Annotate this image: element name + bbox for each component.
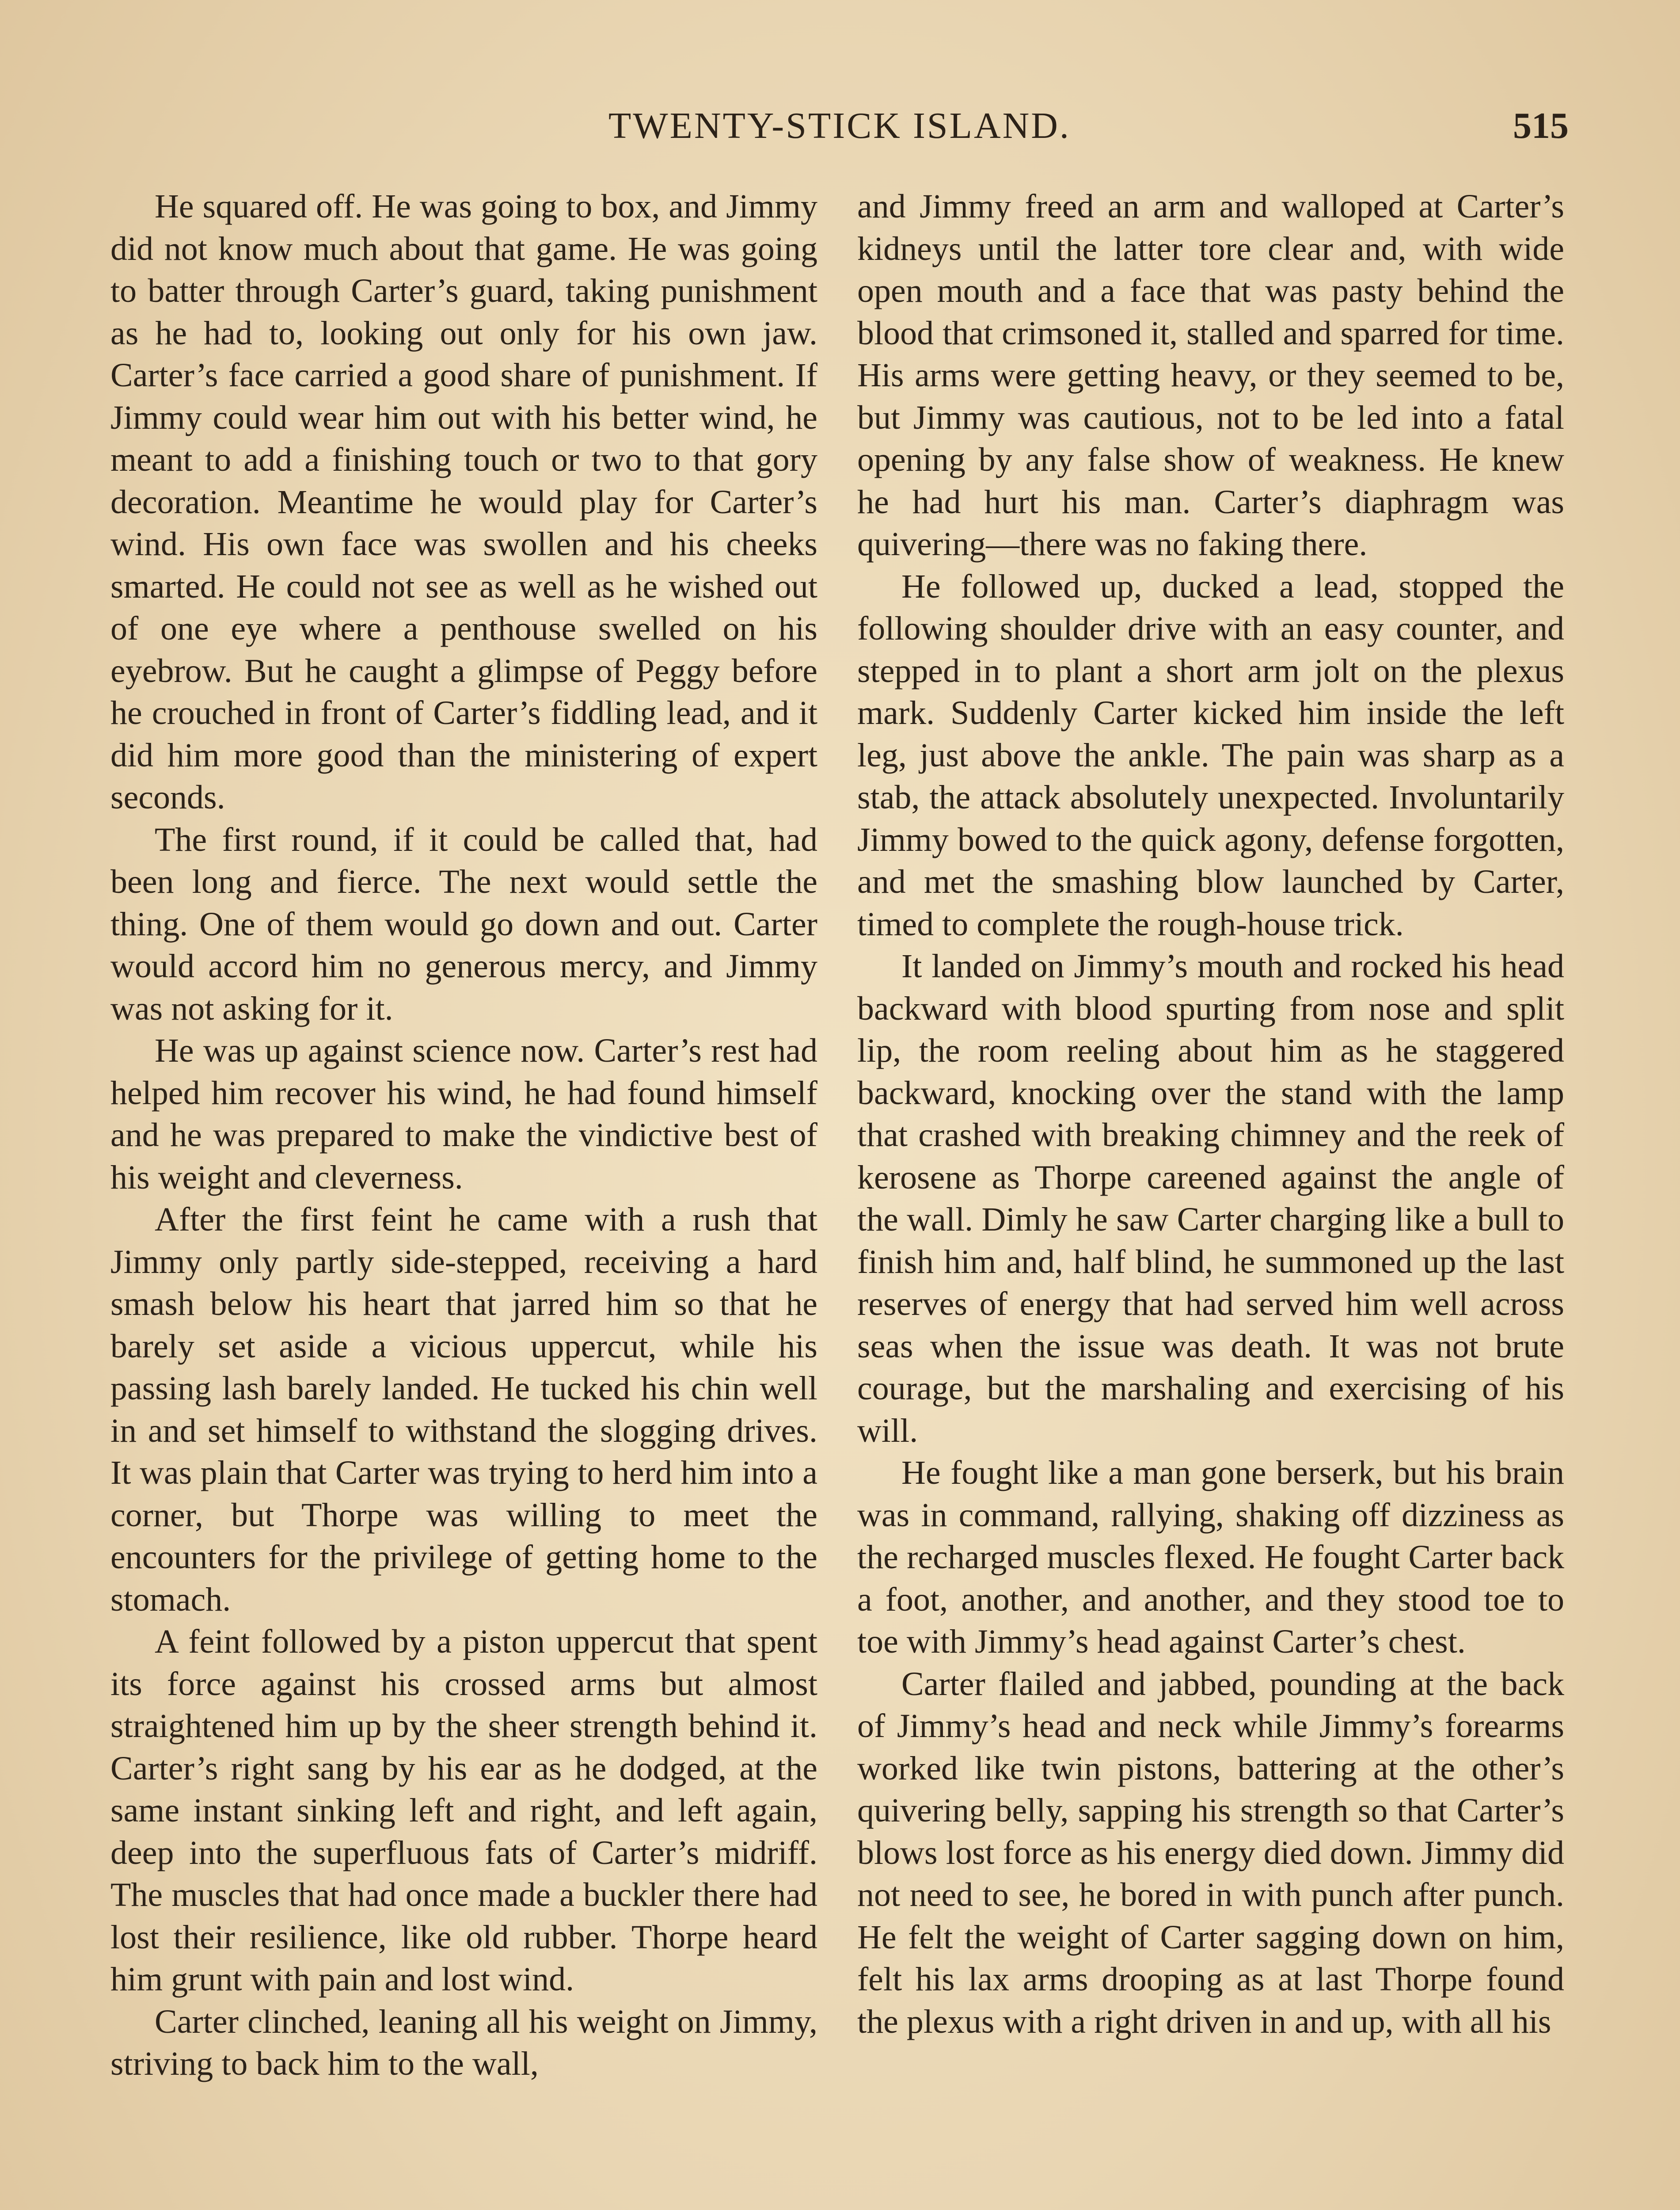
right-column: [857, 186, 1564, 2210]
paragraph: The first round, if it could be called that, had been long and fierce. The next would settle the thing. One of them would go down and out. Carter would accord him no generous mercy, and Jimmy was not asking for it.: [110, 821, 817, 1027]
left-column: [110, 186, 817, 2210]
paragraph: He squared off. He was going to box, and Jimmy did not know much about that game. He was going to batter through Carter’s guard, taking punishment as he had to, looking out only for his own jaw. Carter’s face carried a good share of punishment. If Jimmy could wear him out with his better wind, he meant to add a finishing touch or two to that gory decoration. Meantime he would play for Carter’s wind. His own face was swollen and his cheeks smarted. He could not see as well as he wished out of one eye where a penthouse swelled on his eyebrow. But he caught a glimpse of Peggy before he crouched in front of Carter’s fiddling lead, and it did him more good than the ministering of expert seconds.: [110, 188, 817, 816]
paragraph: A feint followed by a piston uppercut that spent its force against his crossed arms but almost straightened him up by the sheer strength behind it. Carter’s right sang by his ear as he dodged, at the same instant sinking left and right, and left again, deep into the superfluous fats of Carter’s midriff. The muscles that had once made a buckler there had lost their resilience, like old rubber. Thorpe heard him grunt with pain and lost wind.: [110, 1623, 817, 1998]
running-title: TWENTY-STICK ISLAND.: [608, 105, 1071, 146]
paragraph: Carter clinched, leaning all his weight on Jimmy, striving to back him to the wall,: [110, 2003, 817, 2082]
paragraph: He was up against science now. Carter’s rest had helped him recover his wind, he had found himself and he was prepared to make the vindictive best of his weight and cleverness.: [110, 1032, 817, 1196]
paragraph: He followed up, ducked a lead, stopped the following shoulder drive with an easy counter, and stepped in to plant a short arm jolt on the plexus mark. Suddenly Carter kicked him inside the left leg, just above the ankle. The pain was sharp as a stab, the attack absolutely unexpected. Involuntarily Jimmy bowed to the quick agony, defense forgotten, and met the smashing blow launched by Carter, timed to complete the rough-house trick.: [857, 568, 1564, 943]
paragraph: He fought like a man gone berserk, but his brain was in command, rallying, shaking off dizziness as the recharged muscles flexed. He fought Carter back a foot, another, and another, and they stood toe to toe with Jimmy’s head against Carter’s chest.: [857, 1454, 1564, 1660]
page-number: 515: [1513, 105, 1569, 146]
paragraph: After the first feint he came with a rush that Jimmy only partly side-stepped, receiving a hard smash below his heart that jarred him so that he barely set aside a vicious uppercut, while his passing lash barely landed. He tucked his chin well in and set himself to withstand the slogging drives. It was plain that Carter was trying to herd him into a corner, but Thorpe was willing to meet the encounters for the privilege of getting home to the stomach.: [110, 1201, 817, 1618]
paragraph-continued: and Jimmy freed an arm and walloped at Carter’s kidneys until the latter tore clear and, with wide open mouth and a face that was pasty behind the blood that crimsoned it, stalled and sparred for time. His arms were getting heavy, or they seemed to be, but Jimmy was cautious, not to be led into a fatal opening by any false show of weakness. He knew he had hurt his man. Carter’s diaphragm was quivering—there was no faking there.: [857, 188, 1564, 563]
paragraph: It landed on Jimmy’s mouth and rocked his head backward with blood spurting from nose and split lip, the room reeling about him as he staggered backward, knocking over the stand with the lamp that crashed with breaking chimney and the reek of kerosene as Thorpe careened against the angle of the wall. Dimly he saw Carter charging like a bull to finish him and, half blind, he summoned up the last reserves of energy that had served him well across seas when the issue was death. It was not brute courage, but the marshaling and exercising of his will.: [857, 948, 1564, 1449]
running-head: [110, 102, 1569, 155]
paragraph: Carter flailed and jabbed, pounding at the back of Jimmy’s head and neck while Jimmy’s forearms worked like twin pistons, battering at the other’s quivering belly, sapping his strength so that Carter’s blows lost force as his energy died down. Jimmy did not need to see, he bored in with punch after punch. He felt the weight of Carter sagging down on him, felt his lax arms drooping as at last Thorpe found the plexus with a right driven in and up, with all his: [857, 1665, 1564, 2040]
